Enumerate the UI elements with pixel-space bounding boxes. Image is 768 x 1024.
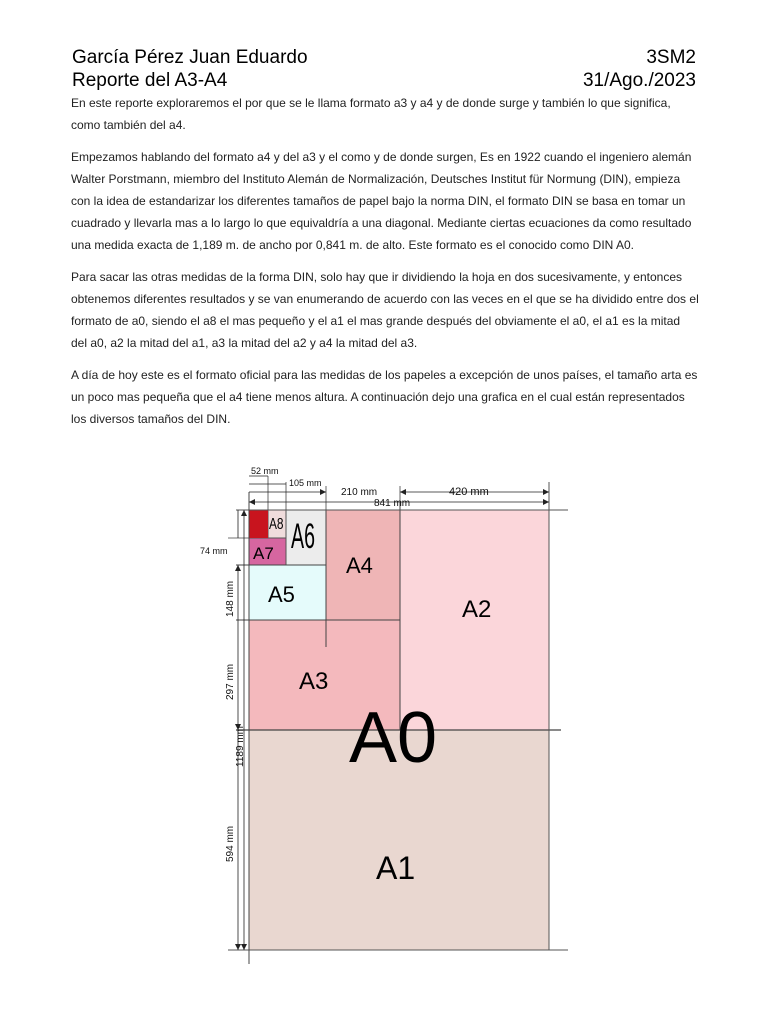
report-body (71, 92, 699, 440)
arrow-head-right-841 (543, 499, 549, 505)
dim-label-148: 148 mm (225, 580, 236, 617)
din-diagram-svg (196, 462, 576, 972)
sheet-a9 (249, 510, 268, 538)
dim-label-1189: 1189 mm (235, 726, 246, 767)
dim-label-297: 297 mm (225, 663, 236, 700)
arrow-head-right-210 (320, 489, 326, 495)
paragraph-history: Empezamos hablando del formato a4 y del a3 y el como y de donde surgen, Es en 1922 cuando el ingeniero alemán Walter Porstmann, miembro del Instituto Alemán de Normalización, Deutsches Institut für Normung (DIN), empieza con la idea de estandarizar los diferentes tamaños de papel bajo la norma DIN, el formato DIN se basa en tomar un cuadrado y llevarla mas a lo largo lo que equivaldría a una diagonal. Mediante ciertas ecuaciones da como resultado una medida exacta de 1,189 m. de ancho por 0,841 m. de alto. Este formato es el conocido como DIN A0. (71, 150, 692, 252)
document-header (72, 46, 696, 92)
arrow-head-left-420 (400, 489, 406, 495)
din-sizes-diagram (196, 462, 576, 972)
header-row-2 (72, 69, 696, 92)
arrow-head-left-841 (249, 499, 255, 505)
arrow-head-down-1189 (241, 944, 247, 950)
dim-label-105: 105 mm (289, 478, 322, 488)
paragraph-today: A día de hoy este es el formato oficial para las medidas de los papeles a excepción de unos países, el tamaño arta es un poco mas pequeña que el a4 tiene menos altura. A continuación dejo una grafica en el cual están representados los diversos tamaños del DIN. (71, 368, 698, 426)
arrow-head-down-594 (235, 944, 241, 950)
report-date: 31/Ago./2023 (582, 70, 696, 91)
paragraph-intro: En este reporte exploraremos el por que se le llama formato a3 y a4 y de donde surge y también lo que significa, como también del a4. (71, 96, 671, 132)
label-a2: A2 (462, 596, 492, 623)
dim-label-210: 210 mm (341, 487, 378, 498)
label-a4: A4 (346, 553, 373, 578)
dim-label-841: 841 mm (374, 498, 411, 509)
label-a7: A7 (253, 544, 274, 563)
dim-label-52: 52 mm (251, 466, 279, 476)
label-a5: A5 (268, 582, 295, 607)
dim-label-594: 594 mm (225, 825, 236, 862)
report-title: Reporte del A3-A4 (72, 70, 228, 91)
group-code: 3SM2 (646, 47, 696, 68)
arrow-head-up-148 (235, 565, 241, 571)
label-a3: A3 (299, 668, 329, 695)
arrow-head-up-1189 (241, 510, 247, 516)
label-a8: A8 (269, 514, 284, 533)
author-name: García Pérez Juan Eduardo (72, 47, 308, 68)
label-a1: A1 (376, 850, 416, 886)
header-row-1 (72, 46, 696, 69)
label-a0: A0 (349, 698, 438, 778)
dim-label-74: 74 mm (200, 546, 228, 556)
dim-label-420: 420 mm (449, 486, 489, 498)
arrow-head-right-420 (543, 489, 549, 495)
paragraph-division: Para sacar las otras medidas de la forma DIN, solo hay que ir dividiendo la hoja en dos sucesivamente, y entonces obtenemos diferentes resultados y se van enumerando de acuerdo con las veces en el que se ha dividido entre dos el formato de a0, siendo el a8 el mas pequeño y el a1 el mas grande después del obviamente el a0, el a1 es la mitad del a0, a2 la mitad del a1, a3 la mitad del a2 y a4 la mitad del a3. (71, 270, 699, 350)
label-a6: A6 (291, 517, 315, 557)
